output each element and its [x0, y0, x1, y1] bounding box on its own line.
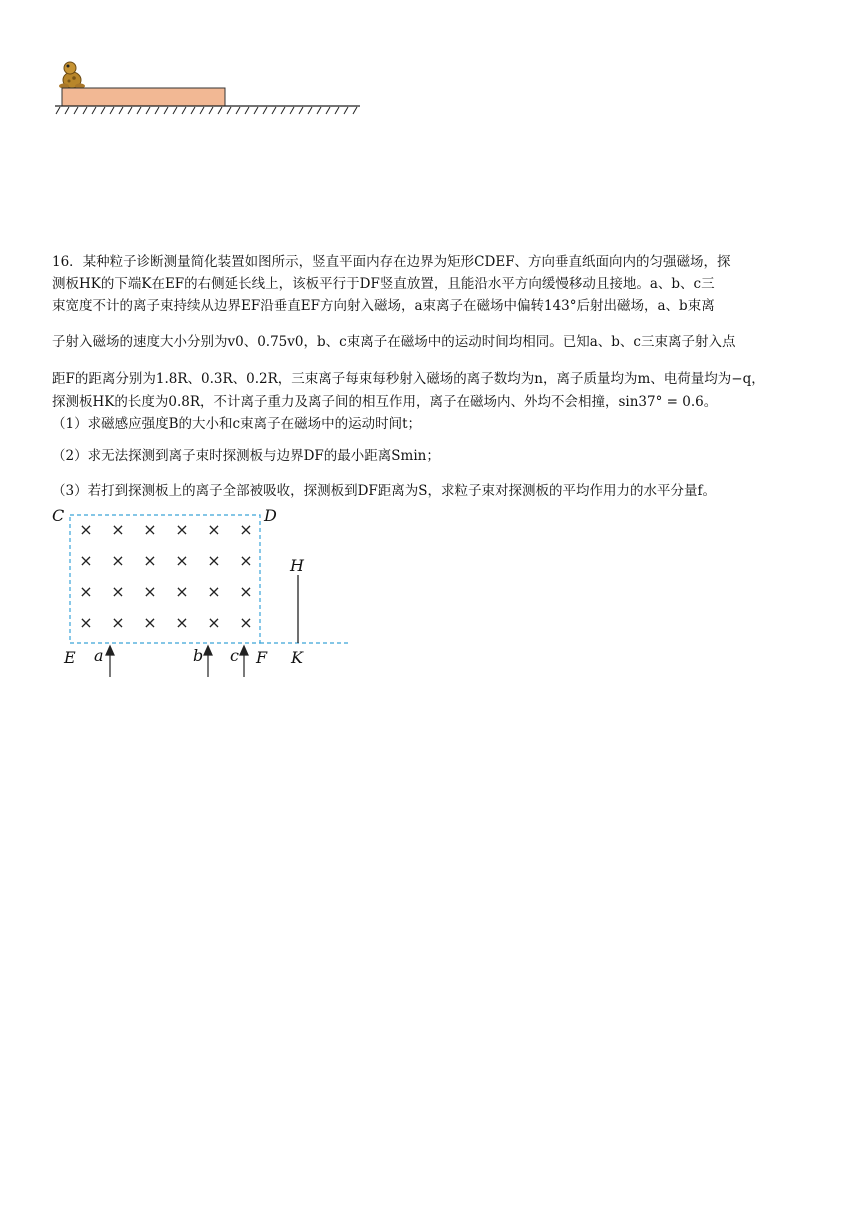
field-cross-0-0: ×: [79, 520, 93, 539]
problem-text-line-5: 距F的距离分别为1.8R、0.3R、0.2R，三束离子每束每秒射入磁场的离子数均为n，离子质量均为m、电荷量均为−q，: [52, 371, 765, 387]
field-cross-2-4: ×: [207, 582, 221, 601]
field-cross-0-3: ×: [175, 520, 189, 539]
label-h: H: [290, 556, 304, 575]
field-cross-0-1: ×: [111, 520, 125, 539]
field-region-cdef: [70, 515, 260, 643]
field-crosses: [79, 520, 252, 632]
field-cross-3-1: ×: [111, 613, 125, 632]
field-cross-1-0: ×: [79, 551, 93, 570]
label-f-corner: F: [256, 648, 268, 667]
problem-text-line-3: 束宽度不计的离子束持续从边界EF沿垂直EF方向射入磁场，a束离子在磁场中偏转143°后射出磁场，a、b束离: [52, 298, 715, 314]
problem-text-line-1: 16．某种粒子诊断测量简化装置如图所示，竖直平面内存在边界为矩形CDEF、方向垂直纸面向内的匀强磁场，探: [52, 254, 731, 270]
ion-beams: [106, 646, 248, 677]
problem-text-line-2: 测板HK的下端K在EF的右侧延长线上，该板平行于DF竖直放置，且能沿水平方向缓慢移动且接地。a、b、c三: [52, 276, 715, 292]
plank-on-ground-figure: [50, 50, 370, 120]
field-cross-3-4: ×: [207, 613, 221, 632]
field-cross-3-2: ×: [143, 613, 157, 632]
question-1: （1）求磁感应强度B的大小和c束离子在磁场中的运动时间t；: [52, 416, 421, 432]
label-c-corner: C: [52, 506, 65, 525]
field-cross-0-2: ×: [143, 520, 157, 539]
label-d-corner: D: [264, 506, 277, 525]
field-cross-3-5: ×: [239, 613, 253, 632]
label-beam-c: c: [230, 646, 239, 665]
field-cross-3-3: ×: [175, 613, 189, 632]
field-cross-1-4: ×: [207, 551, 221, 570]
label-beam-a: a: [94, 646, 104, 665]
label-k: K: [291, 648, 303, 667]
question-3: （3）若打到探测板上的离子全部被吸收，探测板到DF距离为S，求粒子束对探测板的平均作用力的水平分量f。: [52, 483, 717, 499]
plank: [62, 88, 225, 106]
field-cross-1-3: ×: [175, 551, 189, 570]
problem-number: 16．: [52, 254, 83, 270]
frog-icon: [59, 62, 85, 89]
field-cross-2-3: ×: [175, 582, 189, 601]
field-cross-2-1: ×: [111, 582, 125, 601]
problem-text-line-6: 探测板HK的长度为0.8R，不计离子重力及离子间的相互作用，离子在磁场内、外均不会相撞，sin37° = 0.6。: [52, 394, 718, 410]
field-cross-1-2: ×: [143, 551, 157, 570]
label-e-corner: E: [64, 648, 76, 667]
magnetic-field-diagram: [50, 505, 370, 685]
problem-text-line-4: 子射入磁场的速度大小分别为v0、0.75v0，b、c束离子在磁场中的运动时间均相同。已知a、b、c三束离子射入点: [52, 334, 736, 350]
field-cross-2-2: ×: [143, 582, 157, 601]
field-cross-0-5: ×: [239, 520, 253, 539]
ground-hatching: [56, 107, 357, 114]
field-cross-1-1: ×: [111, 551, 125, 570]
label-beam-b: b: [193, 646, 204, 665]
field-cross-2-0: ×: [79, 582, 93, 601]
field-cross-1-5: ×: [239, 551, 253, 570]
field-cross-2-5: ×: [239, 582, 253, 601]
field-cross-0-4: ×: [207, 520, 221, 539]
field-cross-3-0: ×: [79, 613, 93, 632]
question-2: （2）求无法探测到离子束时探测板与边界DF的最小距离Smin；: [52, 448, 440, 464]
